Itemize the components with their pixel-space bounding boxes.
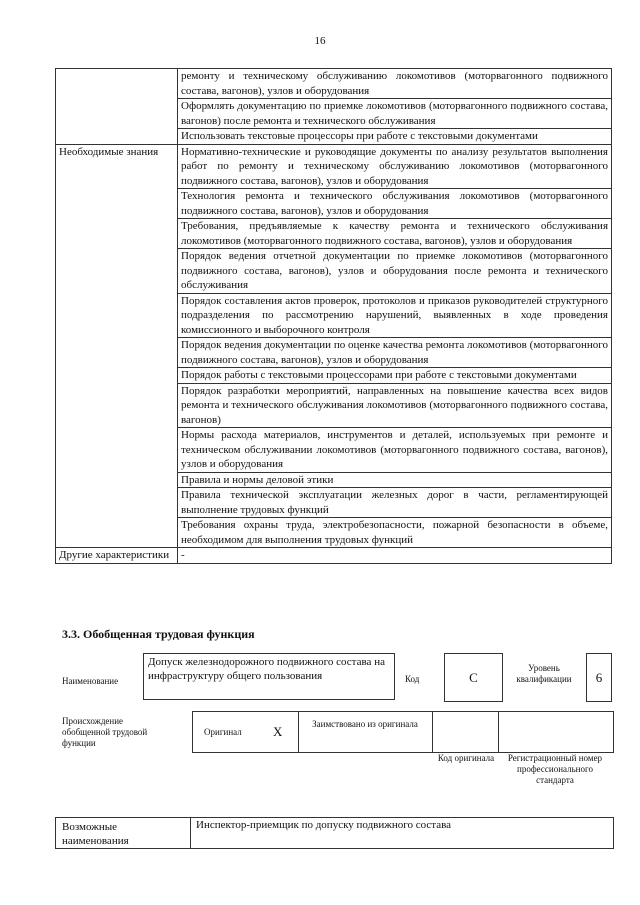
row-label: Другие характеристики bbox=[56, 548, 178, 564]
requirements-table bbox=[55, 68, 612, 564]
row-item: Правила и нормы деловой этики bbox=[178, 472, 612, 488]
code-value: С bbox=[444, 653, 503, 702]
possible-names-value: Инспектор-приемщик по допуску подвижного состава bbox=[196, 819, 452, 831]
possible-names-divider bbox=[190, 817, 191, 848]
row-item: Нормы расхода материалов, инструментов и деталей, используемых при ремонте и техническом обслуживании локомотивов (моторвагонного подвижного состава, вагонов), узлов и оборудования bbox=[178, 428, 612, 473]
page-number: 16 bbox=[314, 35, 326, 47]
row-item: Правила технической эксплуатации железных дорог в части, регламентирующей выполнение трудовых функций bbox=[178, 488, 612, 518]
row-item: Порядок составления актов проверок, протоколов и приказов руководителей структурного подразделения по рассмотрению нарушений, выявленных в ходе проведения комиссионного и выборочного контроля bbox=[178, 293, 612, 338]
origin-label: Происхождение обобщенной трудовой функции bbox=[62, 716, 148, 748]
level-value: 6 bbox=[586, 653, 612, 702]
row-item: Порядок разработки мероприятий, направленных на повышение качества всех видов ремонта и технического обслуживания локомотивов (моторвагонного подвижного состава, вагонов) bbox=[178, 383, 612, 428]
row-item: Требования охраны труда, электробезопасности, пожарной безопасности в объеме, необходимом для выполнения трудовых функций bbox=[178, 518, 612, 548]
reg-number-label: Регистрационный номер профессионального стандарта bbox=[507, 753, 603, 785]
origin-divider bbox=[298, 711, 299, 752]
row-item: Порядок ведения отчетной документации по приемке локомотивов (моторвагонного подвижного состава, вагонов), узлов и оборудования после ремонта и технического обслуживания bbox=[178, 249, 612, 294]
name-label: Наименование bbox=[62, 676, 119, 686]
row-item: ремонту и техническому обслуживанию локомотивов (моторвагонного подвижного состава, вагонов), узлов и оборудования bbox=[178, 69, 612, 99]
row-item: Использовать текстовые процессоры при работе с текстовыми документами bbox=[178, 129, 612, 145]
row-item: - bbox=[178, 548, 612, 564]
code-label: Код bbox=[405, 674, 420, 684]
row-label bbox=[56, 69, 178, 145]
origin-divider bbox=[498, 711, 499, 752]
code-original-label: Код оригинала bbox=[437, 753, 495, 763]
original-mark: X bbox=[273, 724, 283, 739]
row-item: Нормативно-технические и руководящие документы по анализу результатов выполнения работ по ремонту и техническому обслуживанию локомотивов (моторвагонного подвижного состава, вагонов), узлов и оборудования bbox=[178, 144, 612, 189]
table-row bbox=[56, 69, 612, 99]
row-label: Необходимые знания bbox=[56, 144, 178, 548]
origin-table bbox=[192, 711, 614, 753]
origin-divider bbox=[432, 711, 433, 752]
name-value: Допуск железнодорожного подвижного состава на инфраструктуру общего пользования bbox=[143, 653, 395, 700]
table-row bbox=[56, 144, 612, 189]
level-label: Уровень квалификации bbox=[516, 663, 572, 684]
row-item: Порядок ведения документации по оценке качества ремонта локомотивов (моторвагонного подвижного состава, вагонов), узлов и оборудования bbox=[178, 338, 612, 368]
borrowed-label: Заимствовано из оригинала bbox=[312, 719, 418, 729]
table-row bbox=[56, 548, 612, 564]
row-item: Оформлять документацию по приемке локомотивов (моторвагонного подвижного состава, вагонов) после ремонта и технического обслуживания bbox=[178, 99, 612, 129]
possible-names-label: Возможные наименования bbox=[62, 821, 129, 847]
row-item: Технология ремонта и технического обслуживания локомотивов (моторвагонного подвижного состава, вагонов), узлов и оборудования bbox=[178, 189, 612, 219]
row-item: Порядок работы с текстовыми процессорами при работе с текстовыми документами bbox=[178, 368, 612, 384]
row-item: Требования, предъявляемые к качеству ремонта и технического обслуживания локомотивов (моторвагонного подвижного состава, вагонов), узлов и оборудования bbox=[178, 219, 612, 249]
section-heading: 3.3. Обобщенная трудовая функция bbox=[62, 627, 255, 641]
original-label: Оригинал bbox=[204, 727, 242, 737]
